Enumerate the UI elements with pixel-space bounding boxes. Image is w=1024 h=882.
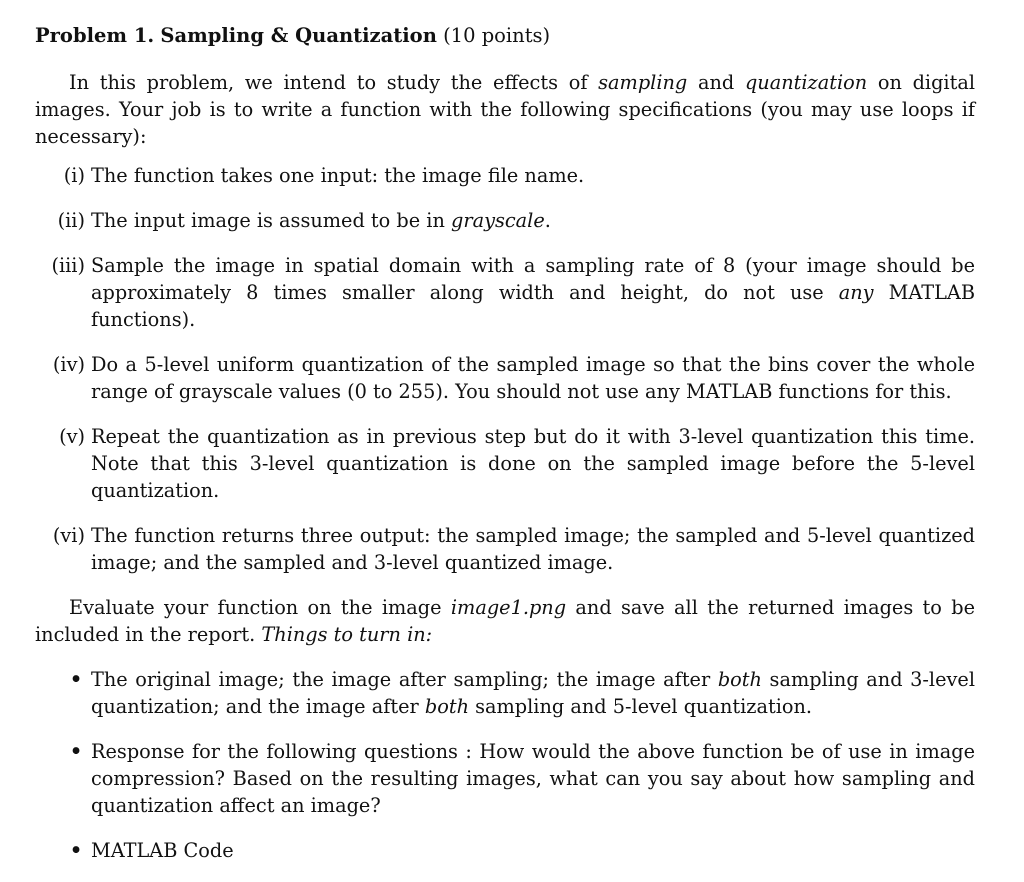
spec-text-end: . — [544, 209, 551, 232]
turn-in-text: The original image; the image after sampling; the image after — [91, 668, 718, 691]
spec-item — [35, 423, 975, 504]
turn-in-text: sampling and 5-level quantization. — [469, 695, 813, 718]
spec-number: (ii) — [57, 209, 85, 232]
spec-text: Do a 5-level uniform quantization of the sampled image so that the bins cover the whole range of grayscale values (0 to 255). You should not use any MATLAB functions for this. — [91, 353, 975, 403]
spec-number: (iv) — [52, 353, 85, 376]
bullet-icon: • — [69, 740, 83, 763]
spec-number: (i) — [63, 164, 85, 187]
evaluate-filename: image1.png — [450, 596, 567, 619]
spec-number: (v) — [59, 425, 85, 448]
evaluate-text-1: Evaluate your function on the image — [69, 596, 451, 619]
turn-in-text: MATLAB Code — [91, 839, 234, 862]
intro-text-1: In this problem, we intend to study the effects of — [69, 71, 599, 94]
turn-in-text: Response for the following questions : How would the above function be of use in image compression? Based on the resulting images, what can you say about how sampling and quantization affect an image? — [91, 740, 975, 817]
intro-term-quantization: quantization — [744, 71, 868, 94]
spec-item — [35, 207, 975, 234]
bullet-icon: • — [69, 839, 83, 862]
spec-text-end: MATLAB functions). — [91, 281, 976, 331]
turn-in-emphasis: both — [424, 695, 469, 718]
intro-text-2: and — [687, 71, 745, 94]
spec-text: The function returns three output: the sampled image; the sampled and 5-level quantized image; and the sampled and 3-level quantized image. — [91, 524, 975, 574]
spec-text: The input image is assumed to be in — [91, 209, 452, 232]
turn-in-text: sampling and 3-level quantization; and the image after — [91, 668, 975, 718]
problem-heading — [35, 22, 975, 49]
spec-emphasis: grayscale — [451, 209, 545, 232]
problem-title: Sampling & Quantization — [160, 24, 437, 47]
turn-in-item — [35, 837, 975, 864]
evaluate-paragraph — [35, 594, 975, 648]
intro-term-sampling: sampling — [598, 71, 688, 94]
evaluate-text-2: and save all the returned images to be included in the report. — [35, 596, 976, 646]
problem-points: (10 points) — [443, 24, 551, 47]
turn-in-emphasis: both — [717, 668, 762, 691]
turn-in-list — [35, 666, 975, 864]
spec-text: Sample the image in spatial domain with a sampling rate of 8 (your image should be approximately 8 times smaller along width and height, do not use — [91, 254, 975, 304]
turn-in-item — [35, 738, 975, 819]
problem-document — [35, 22, 975, 882]
intro-text-3: on digital images. Your job is to write a function with the following specifications (you may use loops if necessary): — [35, 71, 976, 148]
spec-item — [35, 252, 975, 333]
spec-text: The function takes one input: the image file name. — [91, 164, 585, 187]
specification-list — [35, 162, 975, 576]
spec-text: Repeat the quantization as in previous step but do it with 3-level quantization this time. Note that this 3-level quantization is done on the sampled image before the 5-level quantization. — [91, 425, 975, 502]
problem-label: Problem 1. — [35, 24, 155, 47]
turn-in-item — [35, 666, 975, 720]
spec-number: (iii) — [51, 254, 85, 277]
intro-paragraph — [35, 69, 975, 150]
spec-item — [35, 162, 975, 189]
spec-item — [35, 351, 975, 405]
bullet-icon: • — [69, 668, 83, 691]
spec-number: (vi) — [52, 524, 85, 547]
spec-item — [35, 522, 975, 576]
spec-emphasis: any — [838, 281, 874, 304]
turn-in-heading: Things to turn in: — [261, 623, 433, 646]
